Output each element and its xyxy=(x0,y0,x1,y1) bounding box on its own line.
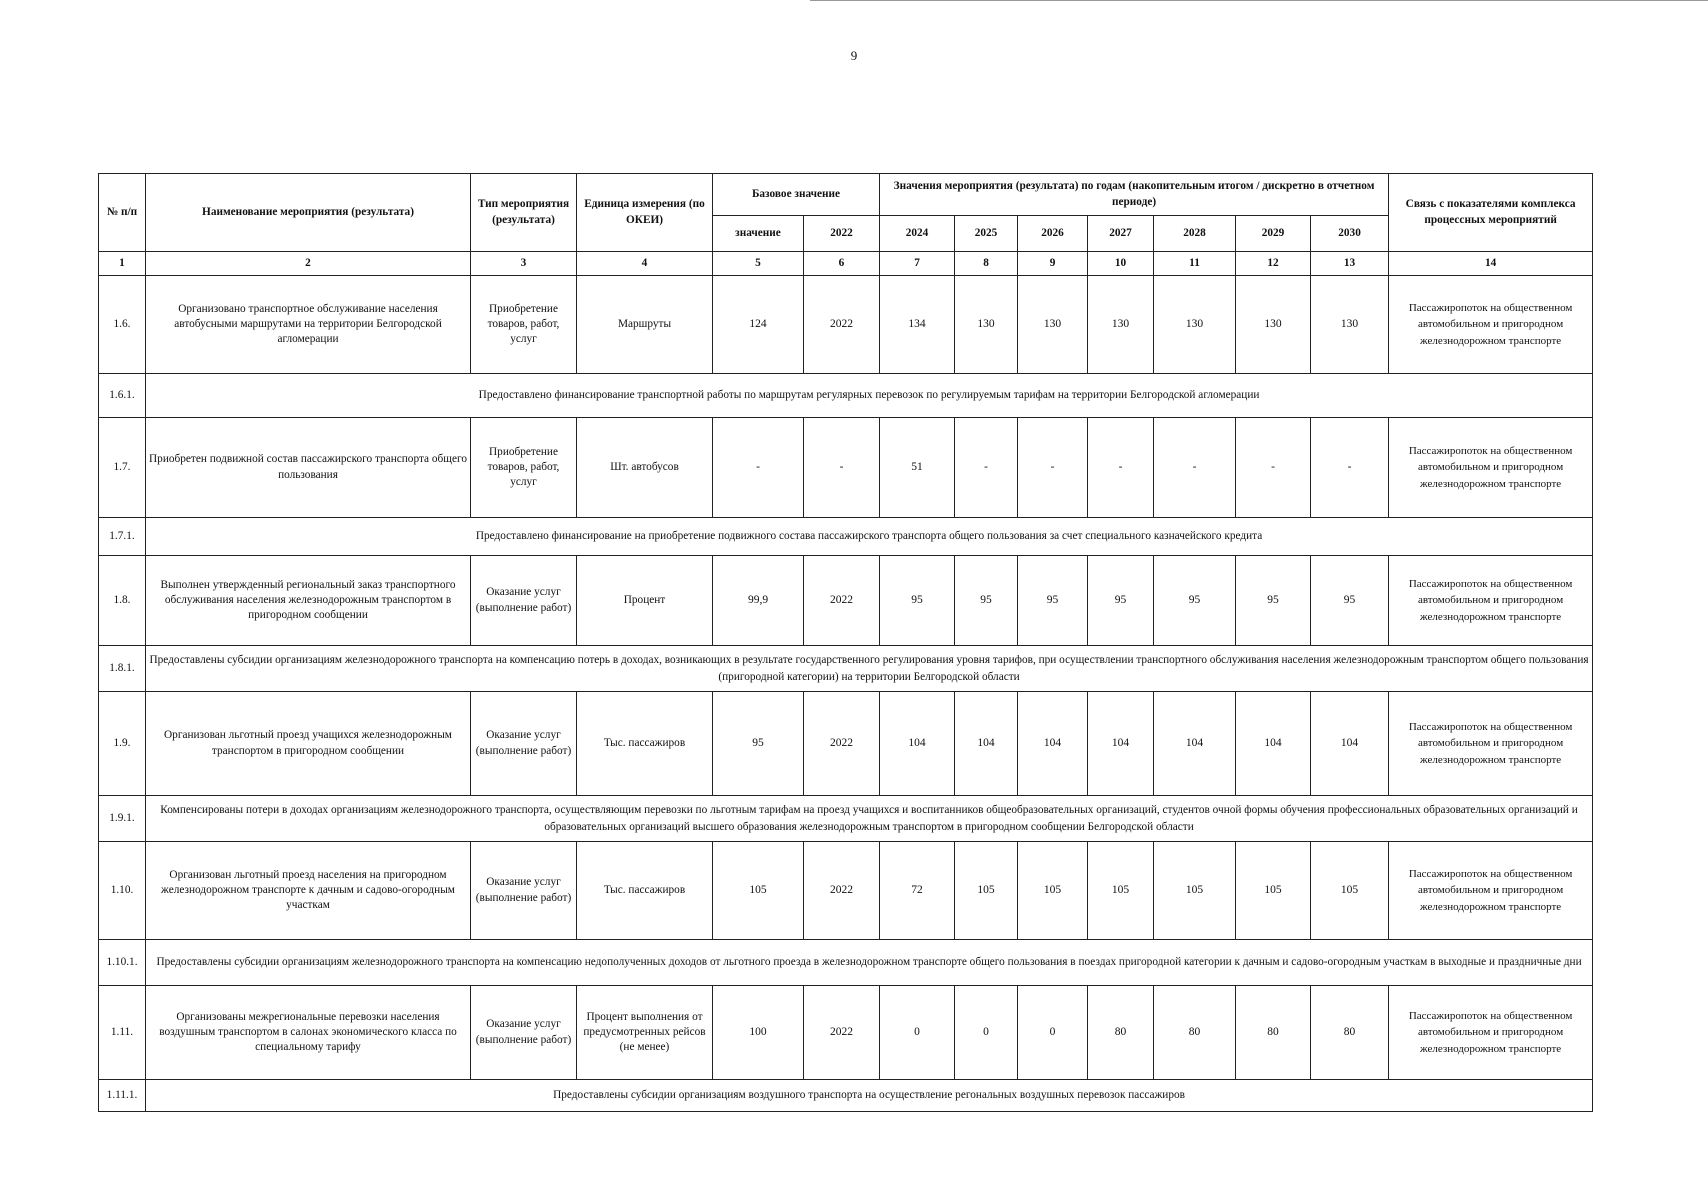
row-unit: Тыс. пассажиров xyxy=(577,692,713,796)
row-link: Пассажиропоток на общественном автомобильном и пригородном железнодорожном транспорте xyxy=(1389,986,1593,1080)
activities-table xyxy=(98,173,1593,1112)
table-row xyxy=(99,986,1593,1080)
subrow-number: 1.10.1. xyxy=(99,940,146,986)
subrow-text: Предоставлено финансирование транспортной работы по маршрутам регулярных перевозок по регулируемым тарифам на территории Белгородской агломерации xyxy=(146,374,1593,418)
header-year: 2028 xyxy=(1154,216,1236,252)
row-type: Приобретение товаров, работ, услуг xyxy=(471,418,577,518)
row-link: Пассажиропоток на общественном автомобильном и пригородном железнодорожном транспорте xyxy=(1389,842,1593,940)
row-value-2024: 104 xyxy=(880,692,955,796)
row-unit: Тыс. пассажиров xyxy=(577,842,713,940)
header-year: 2030 xyxy=(1311,216,1389,252)
header-year: 2029 xyxy=(1236,216,1311,252)
row-base-year: - xyxy=(804,418,880,518)
column-number: 13 xyxy=(1311,252,1389,276)
row-value-2030: 104 xyxy=(1311,692,1389,796)
header-unit: Единица измерения (по ОКЕИ) xyxy=(577,174,713,252)
row-number: 1.11. xyxy=(99,986,146,1080)
row-link: Пассажиропоток на общественном автомобильном и пригородном железнодорожном транспорте xyxy=(1389,418,1593,518)
table-row xyxy=(99,842,1593,940)
column-number: 5 xyxy=(713,252,804,276)
row-value-2026: 104 xyxy=(1018,692,1088,796)
header-link: Связь с показателями комплекса процессных мероприятий xyxy=(1389,174,1593,252)
row-base-year: 2022 xyxy=(804,842,880,940)
subrow-text: Предоставлено финансирование на приобретение подвижного состава пассажирского транспорта общего пользования за счет специального казначейского кредита xyxy=(146,518,1593,556)
column-numbers-row xyxy=(99,252,1593,276)
table-subrow xyxy=(99,1080,1593,1112)
row-type: Приобретение товаров, работ, услуг xyxy=(471,276,577,374)
row-base-value: 95 xyxy=(713,692,804,796)
row-link: Пассажиропоток на общественном автомобильном и пригородном железнодорожном транспорте xyxy=(1389,556,1593,646)
row-value-2024: 0 xyxy=(880,986,955,1080)
row-name: Организован льготный проезд населения на пригородном железнодорожном транспорте к дачным и садово-огородным участкам xyxy=(146,842,471,940)
row-value-2025: - xyxy=(955,418,1018,518)
column-number: 4 xyxy=(577,252,713,276)
row-value-2026: 105 xyxy=(1018,842,1088,940)
header-base-value: значение xyxy=(713,216,804,252)
column-number: 3 xyxy=(471,252,577,276)
row-type: Оказание услуг (выполнение работ) xyxy=(471,556,577,646)
table-subrow xyxy=(99,518,1593,556)
row-value-2027: - xyxy=(1088,418,1154,518)
row-type: Оказание услуг (выполнение работ) xyxy=(471,986,577,1080)
header-year: 2025 xyxy=(955,216,1018,252)
row-base-value: 99,9 xyxy=(713,556,804,646)
row-value-2025: 0 xyxy=(955,986,1018,1080)
row-number: 1.7. xyxy=(99,418,146,518)
row-value-2028: - xyxy=(1154,418,1236,518)
row-base-year: 2022 xyxy=(804,556,880,646)
row-base-year: 2022 xyxy=(804,276,880,374)
row-base-year: 2022 xyxy=(804,986,880,1080)
header-number: № п/п xyxy=(99,174,146,252)
row-value-2028: 80 xyxy=(1154,986,1236,1080)
row-value-2027: 80 xyxy=(1088,986,1154,1080)
row-link: Пассажиропоток на общественном автомобильном и пригородном железнодорожном транспорте xyxy=(1389,692,1593,796)
row-unit: Процент xyxy=(577,556,713,646)
row-value-2030: 80 xyxy=(1311,986,1389,1080)
row-value-2029: 130 xyxy=(1236,276,1311,374)
row-value-2024: 51 xyxy=(880,418,955,518)
row-base-value: 105 xyxy=(713,842,804,940)
header-base: Базовое значение xyxy=(713,174,880,216)
row-value-2030: 95 xyxy=(1311,556,1389,646)
subrow-text: Компенсированы потери в доходах организациям железнодорожного транспорта, осуществляющим перевозки по льготным тарифам на проезд учащихся и воспитанников общеобразовательных организаций, студентов очной формы обучения профессиональных образовательных организаций и образовательных организаций высшего образования железнодорожным транспортом в пригородном сообщении Белгородской области xyxy=(146,796,1593,842)
subrow-text: Предоставлены субсидии организациям воздушного транспорта на осуществление регональных воздушных перевозок пассажиров xyxy=(146,1080,1593,1112)
column-number: 8 xyxy=(955,252,1018,276)
header-name: Наименование мероприятия (результата) xyxy=(146,174,471,252)
header-year: 2024 xyxy=(880,216,955,252)
table-row xyxy=(99,692,1593,796)
row-value-2025: 130 xyxy=(955,276,1018,374)
column-number: 1 xyxy=(99,252,146,276)
column-number: 2 xyxy=(146,252,471,276)
header-base-year: 2022 xyxy=(804,216,880,252)
row-value-2026: - xyxy=(1018,418,1088,518)
table-row xyxy=(99,276,1593,374)
row-value-2026: 130 xyxy=(1018,276,1088,374)
table-row xyxy=(99,418,1593,518)
row-base-value: 100 xyxy=(713,986,804,1080)
column-number: 10 xyxy=(1088,252,1154,276)
row-value-2028: 105 xyxy=(1154,842,1236,940)
row-value-2025: 104 xyxy=(955,692,1018,796)
row-value-2030: - xyxy=(1311,418,1389,518)
row-number: 1.6. xyxy=(99,276,146,374)
column-number: 6 xyxy=(804,252,880,276)
row-value-2027: 105 xyxy=(1088,842,1154,940)
table-subrow xyxy=(99,940,1593,986)
row-type: Оказание услуг (выполнение работ) xyxy=(471,842,577,940)
row-value-2029: 105 xyxy=(1236,842,1311,940)
row-value-2028: 104 xyxy=(1154,692,1236,796)
row-value-2030: 130 xyxy=(1311,276,1389,374)
subrow-text: Предоставлены субсидии организациям железнодорожного транспорта на компенсацию недополученных доходов от льготного проезда в железнодорожном транспорте общего пользования в поездах пригородной категории к дачным и садово-огородным участкам в выходные и праздничные дни xyxy=(146,940,1593,986)
column-number: 9 xyxy=(1018,252,1088,276)
table-subrow xyxy=(99,796,1593,842)
row-base-value: 124 xyxy=(713,276,804,374)
row-value-2030: 105 xyxy=(1311,842,1389,940)
row-unit: Процент выполнения от предусмотренных рейсов (не менее) xyxy=(577,986,713,1080)
row-value-2028: 130 xyxy=(1154,276,1236,374)
header-years-group: Значения мероприятия (результата) по годам (накопительным итогом / дискретно в отчетном периоде) xyxy=(880,174,1389,216)
row-value-2029: 80 xyxy=(1236,986,1311,1080)
row-value-2026: 0 xyxy=(1018,986,1088,1080)
row-name: Приобретен подвижной состав пассажирского транспорта общего пользования xyxy=(146,418,471,518)
row-value-2027: 104 xyxy=(1088,692,1154,796)
row-value-2024: 95 xyxy=(880,556,955,646)
row-value-2029: 104 xyxy=(1236,692,1311,796)
row-name: Организованы межрегиональные перевозки населения воздушным транспортом в салонах экономического класса по специальному тарифу xyxy=(146,986,471,1080)
subrow-number: 1.7.1. xyxy=(99,518,146,556)
top-rule xyxy=(810,0,1708,1)
row-value-2024: 72 xyxy=(880,842,955,940)
column-number: 7 xyxy=(880,252,955,276)
row-type: Оказание услуг (выполнение работ) xyxy=(471,692,577,796)
row-number: 1.10. xyxy=(99,842,146,940)
subrow-number: 1.8.1. xyxy=(99,646,146,692)
row-name: Организован льготный проезд учащихся железнодорожным транспортом в пригородном сообщении xyxy=(146,692,471,796)
subrow-number: 1.9.1. xyxy=(99,796,146,842)
subrow-text: Предоставлены субсидии организациям железнодорожного транспорта на компенсацию потерь в доходах, возникающих в результате государственного регулирования уровня тарифов, при осуществлении транспортного обслуживания населения железнодорожным транспортом общего пользования (пригородной категории) на территории Белгородской области xyxy=(146,646,1593,692)
row-value-2025: 95 xyxy=(955,556,1018,646)
row-base-value: - xyxy=(713,418,804,518)
subrow-number: 1.6.1. xyxy=(99,374,146,418)
row-unit: Маршруты xyxy=(577,276,713,374)
row-value-2027: 95 xyxy=(1088,556,1154,646)
row-value-2027: 130 xyxy=(1088,276,1154,374)
header-year: 2026 xyxy=(1018,216,1088,252)
subrow-number: 1.11.1. xyxy=(99,1080,146,1112)
table-subrow xyxy=(99,374,1593,418)
header-type: Тип мероприятия (результата) xyxy=(471,174,577,252)
row-value-2029: 95 xyxy=(1236,556,1311,646)
column-number: 11 xyxy=(1154,252,1236,276)
row-unit: Шт. автобусов xyxy=(577,418,713,518)
row-value-2029: - xyxy=(1236,418,1311,518)
row-value-2028: 95 xyxy=(1154,556,1236,646)
column-number: 14 xyxy=(1389,252,1593,276)
row-number: 1.9. xyxy=(99,692,146,796)
row-base-year: 2022 xyxy=(804,692,880,796)
header-year: 2027 xyxy=(1088,216,1154,252)
row-name: Выполнен утвержденный региональный заказ транспортного обслуживания населения железнодорожным транспортом в пригородном сообщении xyxy=(146,556,471,646)
row-link: Пассажиропоток на общественном автомобильном и пригородном железнодорожном транспорте xyxy=(1389,276,1593,374)
row-value-2026: 95 xyxy=(1018,556,1088,646)
row-name: Организовано транспортное обслуживание населения автобусными маршрутами на территории Белгородской агломерации xyxy=(146,276,471,374)
column-number: 12 xyxy=(1236,252,1311,276)
row-value-2024: 134 xyxy=(880,276,955,374)
row-number: 1.8. xyxy=(99,556,146,646)
row-value-2025: 105 xyxy=(955,842,1018,940)
table-row xyxy=(99,556,1593,646)
table-subrow xyxy=(99,646,1593,692)
page-number: 9 xyxy=(850,48,858,63)
